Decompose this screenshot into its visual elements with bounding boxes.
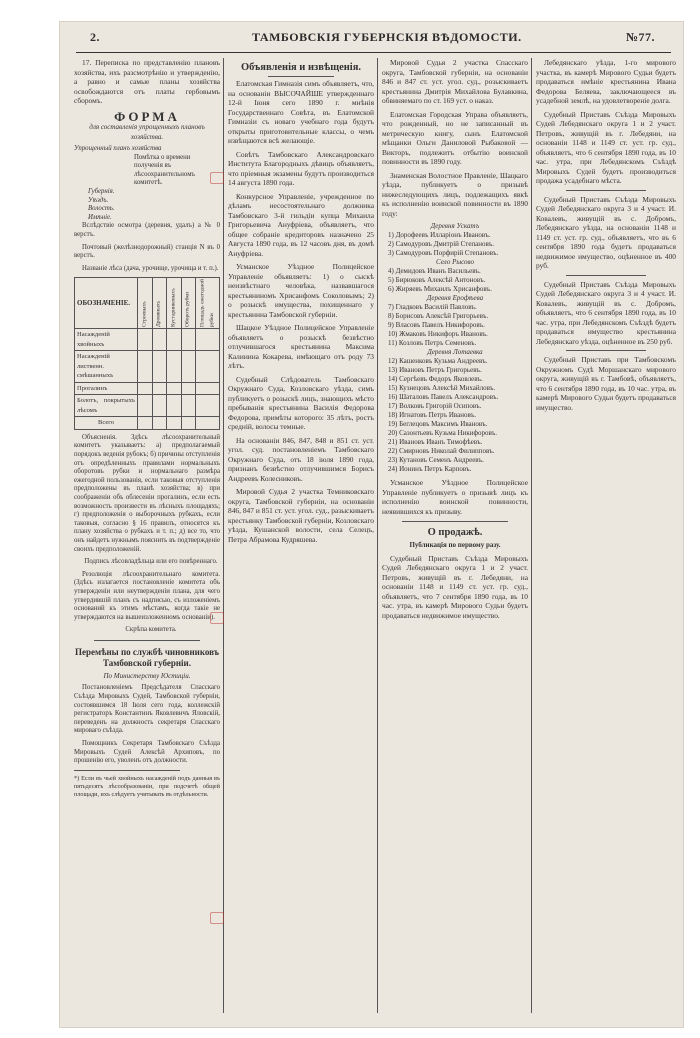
newspaper-title: ТАМБОВСКІЯ ГУБЕРНСКІЯ ВѢДОМОСТИ. (252, 30, 522, 44)
received-note: Помѣтка о времени полученія въ лѣсоохранительномъ комитетѣ. (134, 153, 196, 187)
field-guberniya: Губернія. (88, 187, 115, 195)
section-title: Перемѣны по службѣ чиновниковъ Тамбовской губерніи. (74, 646, 220, 668)
table-row: Всего (75, 417, 220, 430)
page-header (82, 28, 665, 48)
red-mark (210, 912, 224, 924)
column-divider (377, 58, 378, 1013)
sale-notice: Судебный Приставъ Съѣзда Мировыхъ Судей Лебедянскаго округа 1 и 2 участ. Петровъ, живущій въ г. Лебедяни, на основаніи 1148 и 1149 ст. уст. гр. суд., объявляетъ, что 7 сентября 1890 года, въ 10 час. утра, въ камерѣ Мирового Судьи будетъ продаваться недвижимое имущество. (382, 553, 528, 620)
list-item: 9) Власовъ Павелъ Никифоровъ. (388, 321, 485, 329)
list-item: 24) Ионинъ Петръ Карповъ. (388, 465, 472, 473)
sale-notice: Лебедянскаго уѣзда, 1-го мирового участка, въ камерѣ Мирового Судьи будетъ продаваться имѣніе крестьянина Ивана Федорова Беляева, заключающееся въ усадебной землѣ, на удовлетвореніе долга. (536, 58, 676, 105)
notice: Мировой Судья 2 участка Темниковскаго округа, Тамбовской губерніи, на основаніи 846, 847 и 851 ст. уст. угол. суд., разыскиваетъ крестьянку Тамбовской губерніи, Козловскаго уѣзда, Кушанской волости, села Селецъ, Петра Абрамова Кудряшева. (228, 487, 374, 544)
village-name: Деревня Лотаевка (427, 348, 483, 356)
list-item: 20) Сазонтьевъ Кузьма Никифоровъ. (388, 429, 498, 437)
forma-subheading: для составленія упрощенныхъ плановъ хозяйства. (89, 123, 205, 141)
list-item: 4) Демидовъ Иванъ Васильевъ. (388, 267, 481, 275)
list-item: 11) Козловъ Петръ Семеновъ. (388, 339, 477, 347)
forma-heading: ФОРМА (114, 108, 180, 124)
page-number: 2. (90, 30, 100, 44)
table-row: Болотъ, покрытыхъ лѣсомъ (75, 395, 220, 417)
list-item: 19) Беглецовъ Максимъ Ивановъ. (388, 420, 488, 428)
divider (566, 190, 646, 191)
section-subtitle: По Министерству Юстиціи. (103, 671, 191, 680)
plan-label: Упрощенный планъ хозяйства (74, 145, 162, 152)
newspaper-page (60, 22, 683, 1027)
red-mark (210, 612, 224, 624)
list-item: 12) Кашенковъ Кузьма Андреевъ. (388, 357, 488, 365)
table-col: Строевыхъ (138, 278, 153, 329)
notice: Судебный Слѣдователь Тамбовскаго Окружнаго Суда, Козловскаго уѣзда, симъ публикуетъ о розыскѣ лицъ, знающихъ мѣсто пребыванія крестьянина Василія Федорова Федорова, примѣты которого: 35 лѣтъ, ростъ средній, волосы темные. (228, 374, 374, 431)
issue-number: №77. (625, 30, 655, 44)
table-col: Дровяныхъ (152, 278, 167, 329)
sale-title: О продажѣ. (427, 527, 483, 538)
list-item: 17) Волковъ Григорій Осиповъ. (388, 402, 482, 410)
column-divider (531, 58, 532, 1013)
divider (566, 275, 646, 276)
table-row: Прогалинъ (75, 382, 220, 395)
notice: Елатомская Городская Управа объявляетъ, что рожденный, но не записанный въ метрическую книгу, сынъ Елатомской мѣщанки Ольги Даниловой Рыбаковой — Викторъ, подлежитъ отбытію воинской повинности въ 1890 году. (382, 109, 528, 166)
column-3 (382, 58, 528, 1015)
list-item: 14) Сергѣевъ Федоръ Яковлевъ. (388, 375, 483, 383)
list-item: 22) Смирновъ Николай Филипповъ. (388, 447, 495, 455)
table-col: Площадь ежегодной рубки (196, 278, 220, 329)
divider (268, 76, 334, 77)
list-item: 5) Бирюковъ Алексѣй Антоновъ. (388, 276, 486, 284)
table-col: Обороть рубки (181, 278, 196, 329)
field-imenie: Имѣніе. (88, 213, 112, 221)
notice: На основаніи 846, 847, 848 и 851 ст. уст. угол. суд. постановленіемъ Тамбовскаго Окружнаго Суда, отъ 18 іюля 1890 года, признанъ безвѣстно отлучившимся Борисъ Андреевъ Колесниковъ. (228, 435, 374, 483)
list-item: 8) Борисовъ Алексѣй Григорьевъ. (388, 312, 489, 320)
list-item: 10) Жмаковъ Никифоръ Ивановъ. (388, 330, 488, 338)
list-item: 2) Самодуровъ Дмитрій Степановъ. (388, 240, 495, 248)
field-uezd: Уѣздъ. (88, 196, 109, 204)
notice: Усманское Уѣздное Полицейское Управленіе публикуетъ о призывѣ лицъ къ исполненію воинской повинности, неявившихся къ призыву. (382, 478, 528, 516)
sale-subtitle: Публикація по первому разу. (409, 541, 501, 549)
notice: Елатомская Гимназія симъ объявляетъ, что, на основаніи ВЫСОЧАЙШЕ утвержденнаго 12-й Іюня сего 1890 г. мнѣнія Государственнаго Совѣта, въ Елатомской Гимназіи съ новаго учебнаго года будутъ открыты приготовительные классы, о чемъ извѣщаются всѣ желающіе. (228, 79, 374, 145)
list-item: 21) Ивановъ Иванъ Тимофѣевъ. (388, 438, 483, 446)
sale-notice: Судебный Приставъ Съѣзда Мировыхъ Судей Лебедянскаго округа 3 и 4 участ. И. Ковалевъ, живущій въ с. Добромъ, Лебедянскаго уѣзда, на основаніи 1148 и 1149 ст. уст. гр. суд., объявляетъ, что въ 6 сентября 1890 года будетъ продаваться недвижимое имущество, оцѣненное въ 400 руб. (536, 194, 676, 270)
table-col: Кустарниковыхъ (167, 278, 182, 329)
divider (402, 521, 508, 522)
table-row: Насажденій хвойныхъ (75, 329, 220, 351)
list-item: 13) Ивановъ Петръ Григорьевъ. (388, 366, 482, 374)
list-item: 23) Кутановъ Семенъ Андреевъ. (388, 456, 484, 464)
explanations: Объясненія. Здѣсь лѣсоохранительный комитетъ указываетъ: а) предполагаемый порядокъ веденія рубокъ; б) причины отступленія отъ опредѣленныхъ правилами нормальныхъ оборотовъ рубки и нормальнаго размѣра ежегодной пользованія, если таковыя отступленія предположены въ планѣ хозяйства; в) при соображеніи объ облесеніи прогалинъ, если есть возможность произвести въ лѣсныхъ площадяхъ; г) предположенія о выборочныхъ рубкахъ, если таковыя, согласно § 16 правилъ, относятся къ плану хозяйства о рубкахъ и т. п.; д) все то, что онъ найдетъ нужнымъ пояснить въ подтвержденіе своихъ предположеній. (74, 433, 220, 553)
field-volost: Волость. (88, 205, 115, 213)
list-item: 3) Самодуровъ Порфирій Степановъ. (388, 249, 499, 257)
list-item: 15) Кузнецовъ Алексѣй Михайловъ. (388, 384, 496, 392)
form-line: Вслѣдствіе осмотра (деревня, удалъ) а № 0 верстъ. (74, 222, 220, 238)
form-line: Почтовый (желѣзнодорожный) станція N въ 0 верстъ. (74, 243, 220, 260)
sale-notice: Судебный Приставъ при Тамбовскомъ Окружномъ Судѣ Моршанскаго мирового округа, живущій въ г. Тамбовѣ, объявляетъ, что 6 сентября 1890 года, въ 10 час. утра, въ камерѣ Мирового Судьи будетъ продаваться имущество. (536, 355, 676, 412)
appointment-notice: Постановленіемъ Предсѣдателя Спасскаго Съѣзда Мировыхъ Судей, Тамбовской губерніи, состоявшимся 18 Іюля сего года, коллежскій регистраторъ Константинъ Яковлевичъ Яловскій, переведенъ на должность секретаря Спасскаго мироваго съѣзда. (74, 684, 220, 735)
list-item: 18) Игнатовъ Петръ Ивановъ. (388, 411, 476, 419)
list-item: 1) Дорофеевъ Илларіонъ Ивановъ. (388, 231, 491, 239)
notice: Усманское Уѣздное Полицейское Управленіе объявляетъ: 1) о сыскѣ неизвѣстнаго человѣка, назвавшагося крестьяниномъ Хрисанфомъ Соколовымъ; 2) о розыскѣ имущества, похищеннаго у крестьянина Тамбовской губерніи. (228, 262, 374, 319)
sale-notice: Судебный Приставъ Съѣзда Мировыхъ Судей Лебедянскаго округа 3 и 4 участ. И. Ковалевъ, живущій въ с. Добромъ, объявляетъ, что 6 сентября 1890 года, въ 10 час. утра, при Лебедянскомъ Съѣздѣ будетъ продаваться имущество крестьянина Лебедянскаго уѣзда, оцѣненное въ 250 руб. (536, 279, 676, 346)
village-name: Село Рысово (436, 258, 474, 266)
list-item: 16) Шаталовъ Павелъ Александровъ. (388, 393, 499, 401)
divider (94, 640, 200, 641)
column-1 (74, 58, 220, 1015)
footnote-rule (74, 770, 180, 771)
conscript-list (382, 222, 528, 474)
village-name: Деревня Ерофѣева (426, 294, 484, 302)
notice: Совѣтъ Тамбовскаго Александровскаго Института Благородныхъ дѣвицъ объявляетъ, что пріемныя экзамены будутъ производиться 14 августа 1890 года. (228, 149, 374, 187)
sale-notice: Судебный Приставъ Съѣзда Мировыхъ Судей Лебедянскаго округа 1 и 2 участ. Петровъ, живущій въ г. Лебедяни, на основаніи 1148 и 1149 ст. уст. гр. суд., объявляетъ, что 6 сентября 1890 года, въ 10 час. утра, при Лебедянскомъ Съѣздѣ Мировыхъ Судей будетъ производиться продажа усадебнаго мѣста. (536, 109, 676, 185)
committee-seal: Скрѣпа комитета. (125, 626, 177, 634)
forest-table (74, 277, 220, 430)
section-title: Объявленія и извѣщенія. (240, 62, 362, 73)
notice: Конкурсное Управленіе, учрежденное по дѣламъ несостоятельнаго должника Тамбовскаго 3-й гильдіи купца Михаила Григорьевича Ануфріева, объявляетъ, что общее собраніе кредиторовъ назначено 25 Августа 1890 года, въ 12 часовъ дня, въ домѣ Ануфріева. (228, 191, 374, 258)
footnote: *) Если въ чьей хвойныхъ насажденій подъ данныя въ пятьдесятъ лѣсообразованіи, при подсчетѣ общей площади, ихъ слѣдуетъ учитывать въ отдѣльности. (74, 774, 220, 798)
owner-signature: Подпись лѣсовладѣльца или его повѣреннаго. (84, 558, 218, 566)
resolution: Резолюція лѣсоохранительнаго комитета. (Здѣсь излагается постановленіе комитета объ утвержденіи или неутвержденіи плана, для чего утвердившій планъ съ надписью, съ изложеніемъ оснований къ этимъ мѣстамъ, когда такіе не утверждаются на вышеизложенномъ основаніи). (74, 570, 220, 621)
column-2 (228, 58, 374, 1015)
notice: Знаменская Волостное Правленіе, Шацкаго уѣзда, публикуетъ о призывѣ нижеследующихъ лицъ, подлежащихъ явкѣ къ исполненію воинской повинности въ 1890 году: (382, 170, 528, 218)
divider (566, 350, 646, 351)
column-divider (223, 58, 224, 1013)
header-rule (76, 52, 671, 53)
table-row: Насажденій лиственн. смѣшанныхъ (75, 351, 220, 383)
rule-17: 17. Переписка по представленію плановъ хозяйства, ихъ разсмотрѣнію и утвержденію, а равно и самые планы хозяйства освобождаются отъ платы гербовымъ сборомъ. (74, 58, 220, 105)
village-name: Деревня Ускатъ (430, 222, 480, 230)
red-mark (210, 172, 224, 184)
form-line: Названіе лѣса (дача, урочище, урочища и т. п.). (82, 264, 219, 272)
notice: Мировой Судья 2 участка Спасскаго округа, Тамбовской губерніи, на основаніи 846 и 847 ст. уст. угол. суд., розыскиваетъ крестьянина Дмитрія Михайлова Булавкина, обвиняемаго по ст. 169 уст. о наказ. (382, 58, 528, 105)
notice: Шацкое Уѣздное Полицейское Управленіе объявляетъ о розыскѣ безвѣстно отлучившагося крестьянина Максима Калинина Кокарева, имѣющаго отъ роду 73 лѣтъ. (228, 323, 374, 370)
column-4 (536, 58, 676, 1015)
list-item: 6) Жиряевъ Михаилъ Хрисанфовъ. (388, 285, 492, 293)
table-header: ОБОЗНАЧЕНІЕ. (75, 278, 138, 329)
appointment-notice: Помощникъ Секретаря Тамбовскаго Съѣзда Мировыхъ Судей Алексѣй Архиповъ, по прошенію его, уволенъ отъ должности. (74, 739, 220, 765)
list-item: 7) Гладковъ Василій Павловъ. (388, 303, 477, 311)
